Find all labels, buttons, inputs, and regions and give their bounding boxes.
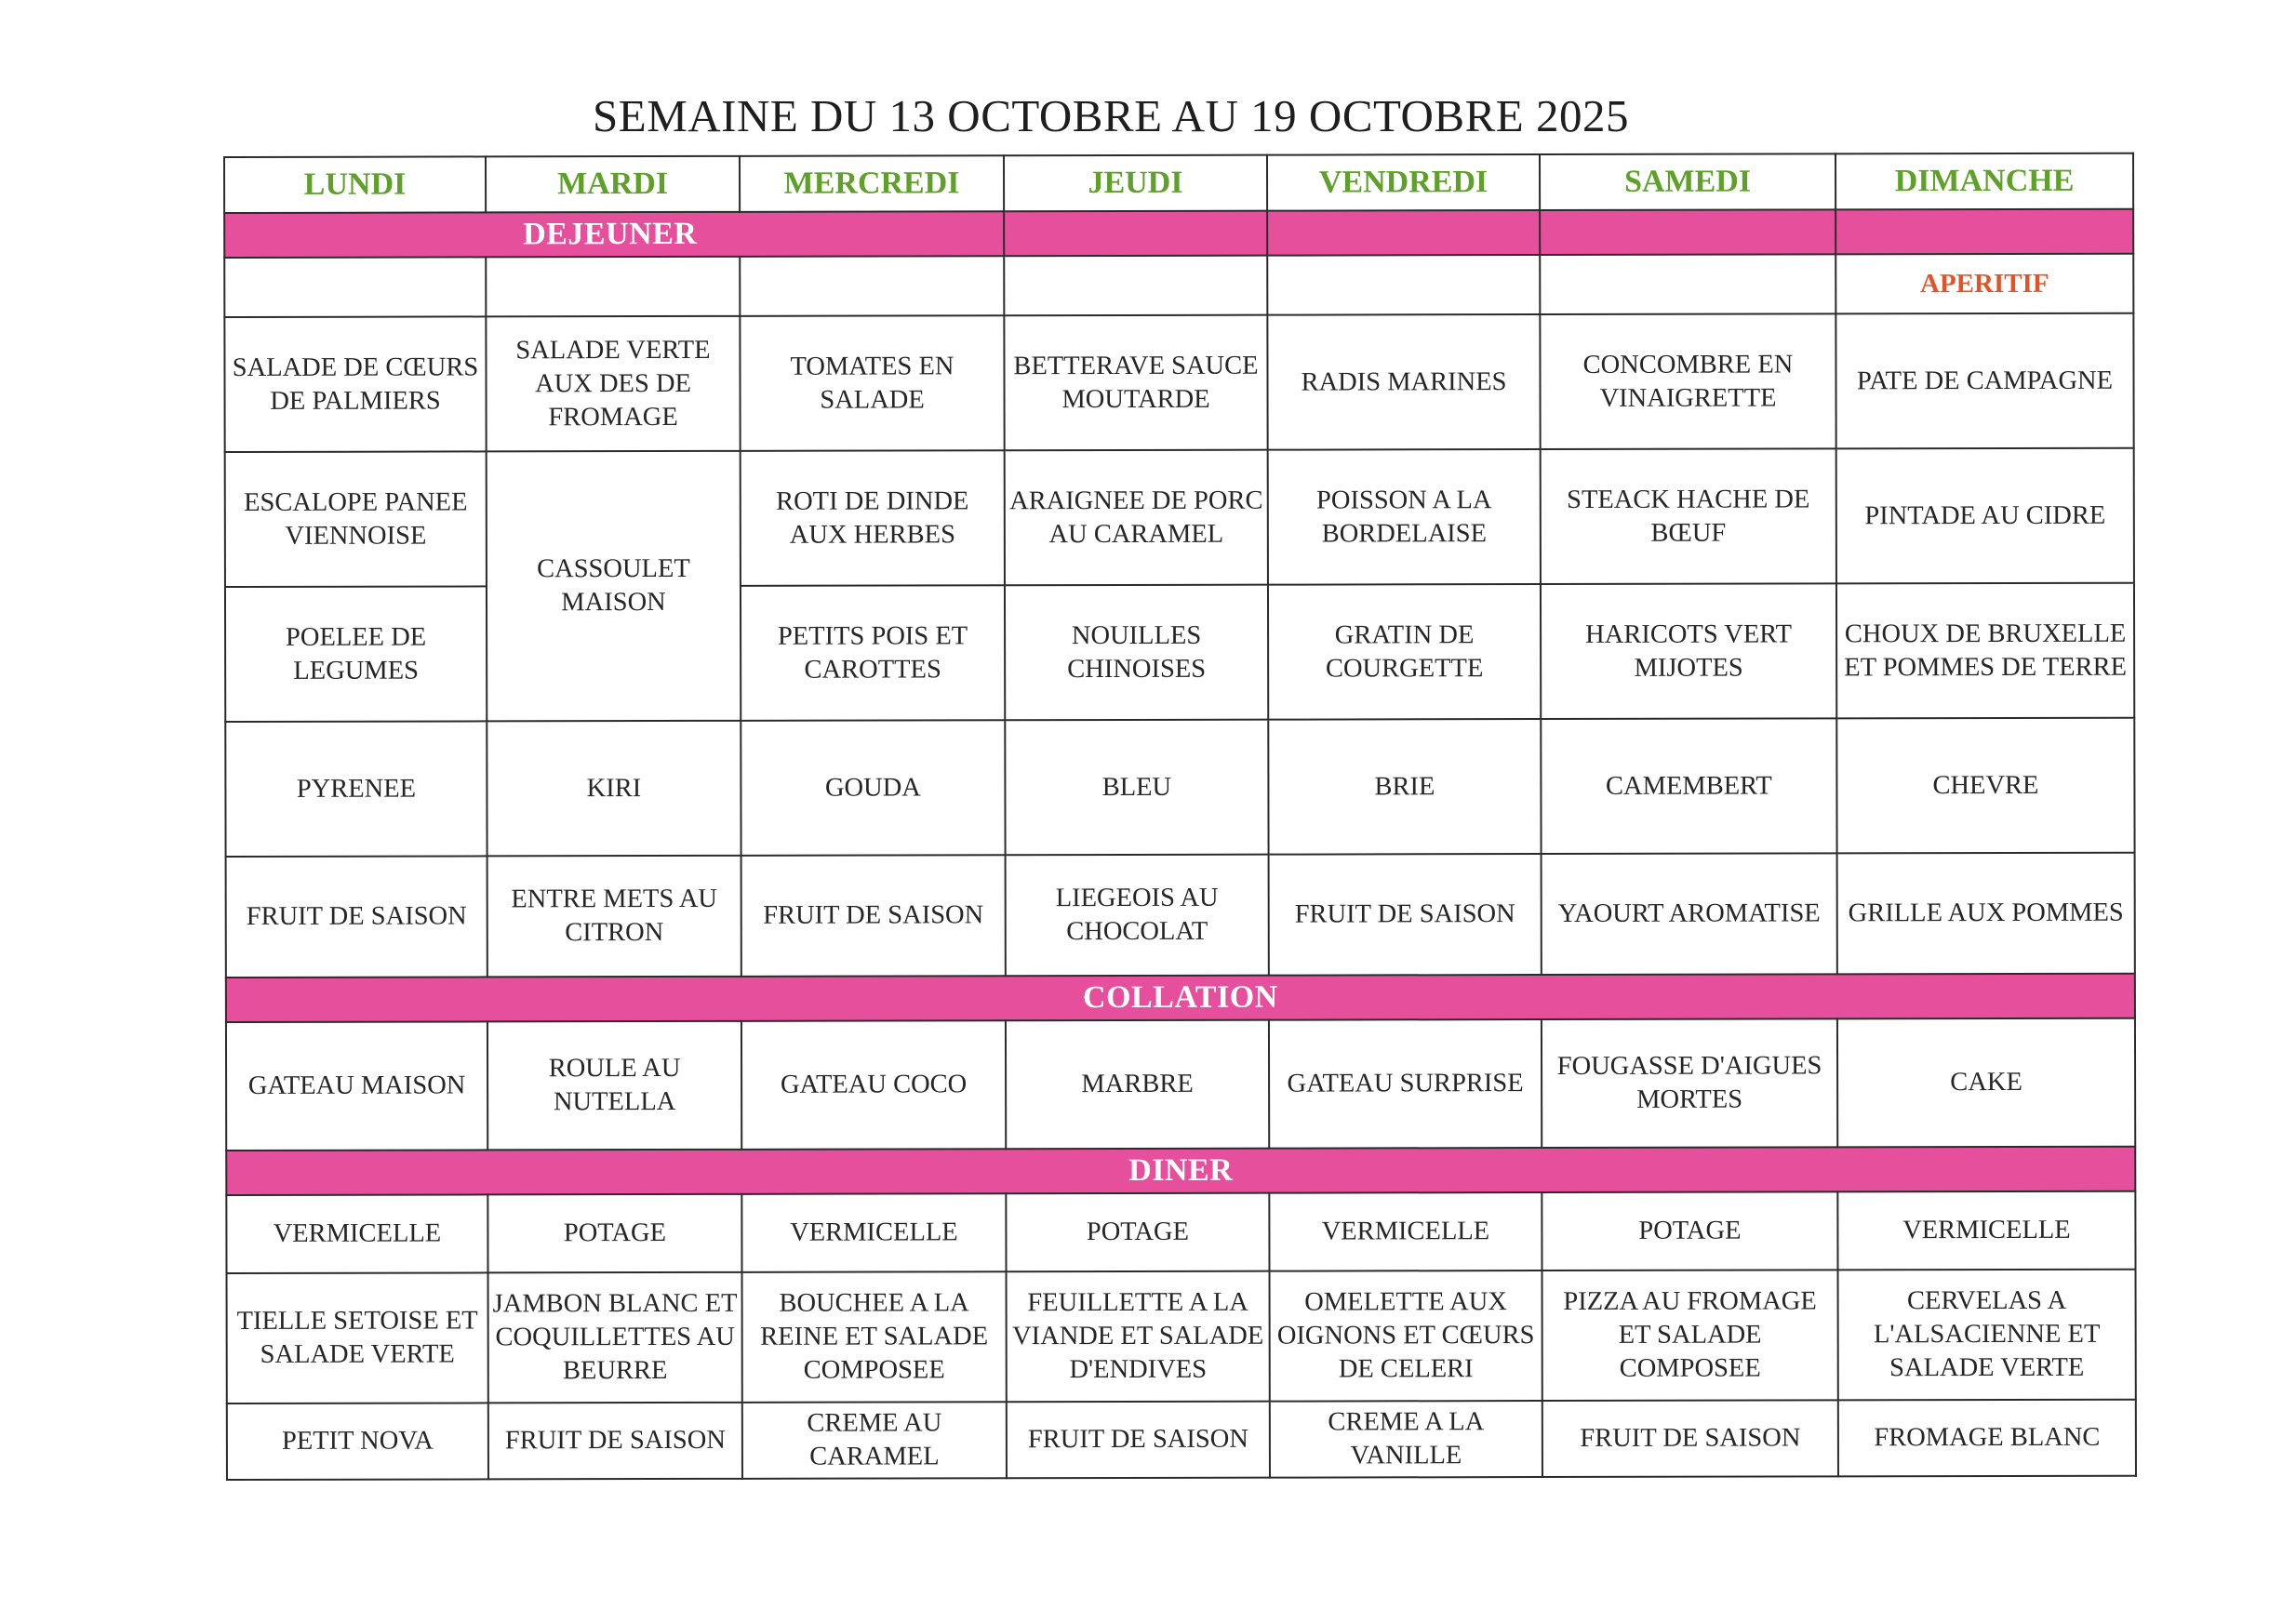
menu-cell: OMELETTE AUX OIGNONS ET CŒURS DE CELERI (1270, 1270, 1542, 1402)
menu-cell: PATE DE CAMPAGNE (1835, 313, 2133, 449)
menu-cell: FRUIT DE SAISON (1269, 854, 1542, 976)
menu-cell: POTAGE (1006, 1193, 1269, 1272)
aperitif-cell-empty (1004, 256, 1267, 316)
menu-cell: ROULE AU NUTELLA (487, 1021, 741, 1151)
dejeuner-entree-row (224, 313, 2133, 452)
menu-cell: CONCOMBRE EN VINAIGRETTE (1540, 313, 1835, 449)
page-title: SEMAINE DU 13 OCTOBRE AU 19 OCTOBRE 2025 (593, 90, 1629, 141)
menu-cell: CREME A LA VANILLE (1270, 1401, 1542, 1478)
band-cell (1004, 211, 1267, 257)
menu-cell: ENTRE METS AU CITRON (487, 856, 741, 978)
menu-cell: VERMICELLE (1269, 1192, 1542, 1271)
diner-dessert-row (227, 1400, 2136, 1480)
menu-cell: GOUDA (741, 720, 1005, 856)
menu-cell: VERMICELLE (741, 1193, 1006, 1272)
aperitif-cell-empty (486, 257, 740, 317)
day-header: LUNDI (224, 156, 486, 213)
menu-cell: POELEE DE LEGUMES (225, 586, 487, 722)
menu-cell: CHOUX DE BRUXELLE ET POMMES DE TERRE (1836, 583, 2134, 719)
menu-cell: FRUIT DE SAISON (1007, 1402, 1270, 1479)
menu-cell: BRIE (1268, 719, 1541, 855)
collation-row (226, 1018, 2135, 1151)
menu-cell: RADIS MARINES (1267, 314, 1540, 450)
day-header: DIMANCHE (1835, 153, 2133, 210)
menu-cell: CERVELAS A L'ALSACIENNE ET SALADE VERTE (1838, 1270, 2136, 1401)
menu-cell: BETTERAVE SAUCE MOUTARDE (1004, 315, 1267, 451)
menu-cell: FOUGASSE D'AIGUES MORTES (1542, 1018, 1837, 1148)
aperitif-cell-empty (224, 257, 486, 317)
menu-cell: PYRENEE (225, 721, 487, 857)
menu-cell: GRILLE AUX POMMES (1837, 853, 2135, 975)
day-header: JEUDI (1004, 155, 1267, 212)
section-band-dejeuner (224, 209, 2133, 258)
menu-cell: GATEAU COCO (741, 1020, 1006, 1150)
menu-cell: PINTADE AU CIDRE (1836, 448, 2134, 584)
aperitif-row (224, 254, 2133, 317)
menu-cell: POISSON A LA BORDELAISE (1268, 449, 1541, 585)
menu-cell: CHEVRE (1836, 718, 2134, 854)
band-cell (1835, 209, 2133, 255)
dejeuner-dessert-row (226, 853, 2135, 978)
aperitif-cell-empty (740, 256, 1004, 316)
day-header: MARDI (486, 156, 740, 213)
day-header: VENDREDI (1267, 154, 1540, 211)
menu-cell: FEUILLETTE A LA VIANDE ET SALADE D'ENDIVES (1007, 1271, 1270, 1403)
menu-cell: TOMATES EN SALADE (740, 315, 1004, 451)
menu-cell: GRATIN DE COURGETTE (1268, 584, 1541, 720)
menu-cell: CAMEMBERT (1541, 718, 1836, 854)
menu-cell: ARAIGNEE DE PORC AU CARAMEL (1005, 450, 1268, 586)
aperitif-cell-empty (1540, 254, 1835, 314)
weekly-menu-table (223, 153, 2137, 1481)
menu-cell: BLEU (1005, 720, 1268, 856)
menu-cell: LIEGEOIS AU CHOCOLAT (1006, 855, 1269, 977)
band-cell (1540, 209, 1835, 255)
menu-cell: TIELLE SETOISE ET SALADE VERTE (227, 1272, 488, 1403)
menu-cell: FRUIT DE SAISON (488, 1403, 742, 1480)
menu-cell: STEACK HACHE DE BŒUF (1541, 448, 1836, 584)
menu-cell: YAOURT AROMATISE (1542, 853, 1837, 975)
band-cell (1267, 210, 1540, 256)
menu-cell: HARICOTS VERT MIJOTES (1541, 583, 1836, 719)
diner-entree-row (226, 1191, 2135, 1273)
day-header: MERCREDI (740, 155, 1004, 212)
menu-cell-merged: CASSOULET MAISON (487, 451, 741, 722)
section-band-diner (226, 1147, 2135, 1195)
menu-cell: KIRI (487, 721, 741, 857)
menu-cell: ESCALOPE PANEE VIENNOISE (225, 451, 487, 587)
menu-cell: POTAGE (1542, 1191, 1837, 1270)
menu-cell: PETIT NOVA (227, 1403, 488, 1480)
menu-cell: PIZZA AU FROMAGE ET SALADE COMPOSEE (1542, 1270, 1838, 1401)
dejeuner-plat-row (225, 448, 2134, 587)
menu-cell: CREME AU CARAMEL (742, 1402, 1007, 1479)
section-band-collation (226, 974, 2135, 1022)
menu-cell: NOUILLES CHINOISES (1005, 585, 1268, 721)
section-title-dejeuner: DEJEUNER (224, 211, 1004, 258)
menu-cell: JAMBON BLANC ET COQUILLETTES AU BEURRE (488, 1272, 742, 1403)
aperitif-cell-empty (1267, 255, 1540, 315)
menu-cell: BOUCHEE A LA REINE ET SALADE COMPOSEE (742, 1271, 1007, 1403)
section-title-collation: COLLATION (226, 974, 2135, 1022)
menu-cell: SALADE VERTE AUX DES DE FROMAGE (486, 316, 740, 452)
day-header-row (224, 153, 2133, 213)
menu-cell: GATEAU SURPRISE (1269, 1019, 1542, 1149)
menu-cell: FRUIT DE SAISON (741, 855, 1006, 977)
menu-cell: VERMICELLE (226, 1194, 487, 1273)
day-header: SAMEDI (1540, 153, 1835, 210)
menu-cell: CAKE (1837, 1018, 2135, 1148)
menu-cell: ROTI DE DINDE AUX HERBES (741, 450, 1005, 586)
menu-cell: GATEAU MAISON (226, 1021, 487, 1151)
menu-cell: FROMAGE BLANC (1838, 1400, 2136, 1477)
menu-cell: PETITS POIS ET CAROTTES (741, 585, 1005, 721)
menu-cell: VERMICELLE (1837, 1191, 2135, 1270)
menu-cell: POTAGE (487, 1194, 741, 1273)
menu-cell: MARBRE (1006, 1020, 1269, 1150)
menu-cell: FRUIT DE SAISON (1542, 1400, 1838, 1477)
menu-cell: FRUIT DE SAISON (226, 856, 487, 978)
menu-cell: SALADE DE CŒURS DE PALMIERS (224, 316, 486, 452)
diner-plat-row (227, 1270, 2136, 1403)
dejeuner-fromage-row (225, 718, 2134, 857)
section-title-diner: DINER (226, 1147, 2135, 1195)
aperitif-label: APERITIF (1835, 254, 2133, 314)
